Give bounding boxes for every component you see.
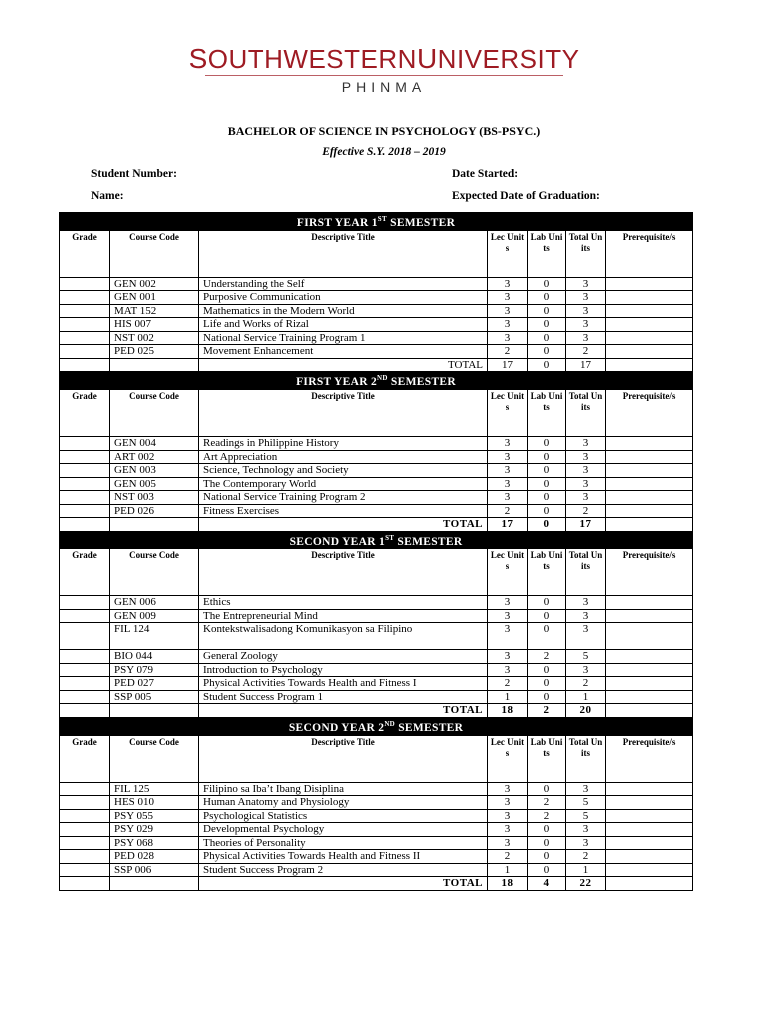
grade-cell — [60, 331, 110, 345]
course-row — [60, 650, 693, 664]
course-row — [60, 823, 693, 837]
prerequisite-cell — [606, 318, 693, 332]
course-title: The Entrepreneurial Mind — [199, 609, 488, 623]
lec-units: 3 — [488, 318, 528, 332]
header-total-units: Total Units — [566, 735, 606, 782]
program-title: BACHELOR OF SCIENCE IN PSYCHOLOGY (BS-PSYC.) — [227, 124, 541, 138]
lec-units: 3 — [488, 477, 528, 491]
total-lec-units: 17 — [488, 358, 528, 372]
lab-units: 0 — [528, 836, 566, 850]
course-row — [60, 782, 693, 796]
course-row — [60, 277, 693, 291]
total-row — [60, 518, 693, 532]
course-code: BIO 044 — [110, 650, 199, 664]
column-header-row — [60, 549, 693, 596]
total-lab-units: 0 — [528, 518, 566, 532]
grade-cell — [60, 809, 110, 823]
total-units: 3 — [566, 277, 606, 291]
grade-cell — [60, 477, 110, 491]
course-row — [60, 836, 693, 850]
header-lab-units: Lab Units — [528, 230, 566, 277]
column-header-row — [60, 390, 693, 437]
course-code: FIL 125 — [110, 782, 199, 796]
total-units: 3 — [566, 331, 606, 345]
course-title: Readings in Philippine History — [199, 437, 488, 451]
header-total-units: Total Units — [566, 230, 606, 277]
course-code: GEN 002 — [110, 277, 199, 291]
grade-cell — [60, 623, 110, 650]
lec-units: 3 — [488, 782, 528, 796]
lab-units: 0 — [528, 464, 566, 478]
total-units: 3 — [566, 318, 606, 332]
lab-units: 0 — [528, 477, 566, 491]
header-prerequisites: Prerequisite/s — [606, 735, 693, 782]
lab-units: 0 — [528, 596, 566, 610]
total-units: 3 — [566, 437, 606, 451]
lec-units: 3 — [488, 650, 528, 664]
total-units: 2 — [566, 850, 606, 864]
course-row — [60, 450, 693, 464]
grade-cell — [60, 291, 110, 305]
course-row — [60, 477, 693, 491]
header-descriptive-title: Descriptive Title — [199, 230, 488, 277]
course-title: Developmental Psychology — [199, 823, 488, 837]
total-units: 3 — [566, 836, 606, 850]
prerequisite-cell — [606, 623, 693, 650]
lec-units: 2 — [488, 850, 528, 864]
header-total-units: Total Units — [566, 549, 606, 596]
prerequisite-cell — [606, 823, 693, 837]
grade-cell — [60, 437, 110, 451]
grade-cell — [60, 836, 110, 850]
course-code: HIS 007 — [110, 318, 199, 332]
course-code: GEN 003 — [110, 464, 199, 478]
course-code: HES 010 — [110, 796, 199, 810]
semester-header — [60, 372, 693, 390]
grade-cell — [60, 464, 110, 478]
course-code: PSY 055 — [110, 809, 199, 823]
total-lec-units: 18 — [488, 704, 528, 718]
lec-units: 3 — [488, 796, 528, 810]
course-title: Purposive Communication — [199, 291, 488, 305]
prerequisite-cell — [606, 277, 693, 291]
course-code: FIL 124 — [110, 623, 199, 650]
course-title: Psychological Statistics — [199, 809, 488, 823]
header-course-code: Course Code — [110, 549, 199, 596]
logo-wordmark: SOUTHWESTERNUNIVERSITY — [188, 43, 580, 74]
course-title: National Service Training Program 1 — [199, 331, 488, 345]
semester-title: FIRST YEAR 1ST SEMESTER — [60, 213, 693, 231]
total-lec-units: 18 — [488, 877, 528, 891]
grade-cell — [60, 850, 110, 864]
lab-units: 0 — [528, 277, 566, 291]
header-total-units: Total Units — [566, 390, 606, 437]
semester-title: SECOND YEAR 1ST SEMESTER — [60, 531, 693, 549]
course-row — [60, 863, 693, 877]
grade-cell — [60, 663, 110, 677]
total-total-units: 22 — [566, 877, 606, 891]
lab-units: 2 — [528, 796, 566, 810]
lec-units: 3 — [488, 596, 528, 610]
prerequisite-cell — [606, 836, 693, 850]
course-title: Understanding the Self — [199, 277, 488, 291]
total-units: 3 — [566, 477, 606, 491]
total-row — [60, 358, 693, 372]
total-row — [60, 877, 693, 891]
course-row — [60, 677, 693, 691]
header-prerequisites: Prerequisite/s — [606, 230, 693, 277]
lec-units: 2 — [488, 677, 528, 691]
lab-units: 0 — [528, 623, 566, 650]
total-units: 2 — [566, 504, 606, 518]
lab-units: 0 — [528, 450, 566, 464]
lec-units: 3 — [488, 823, 528, 837]
lab-units: 0 — [528, 491, 566, 505]
course-title: Mathematics in the Modern World — [199, 304, 488, 318]
prerequisite-cell — [606, 850, 693, 864]
course-row — [60, 504, 693, 518]
course-title: Human Anatomy and Physiology — [199, 796, 488, 810]
prerequisite-cell — [606, 291, 693, 305]
course-code: PSY 079 — [110, 663, 199, 677]
course-code: SSP 005 — [110, 690, 199, 704]
lab-units: 0 — [528, 863, 566, 877]
semester-title: FIRST YEAR 2ND SEMESTER — [60, 372, 693, 390]
total-label: TOTAL — [199, 358, 488, 372]
lec-units: 3 — [488, 623, 528, 650]
prerequisite-cell — [606, 596, 693, 610]
course-code: GEN 006 — [110, 596, 199, 610]
lec-units: 3 — [488, 331, 528, 345]
semester-header — [60, 213, 693, 231]
header-lab-units: Lab Units — [528, 549, 566, 596]
course-code — [110, 877, 199, 891]
prerequisite-cell — [606, 504, 693, 518]
prerequisite-cell — [606, 809, 693, 823]
header-course-code: Course Code — [110, 230, 199, 277]
prerequisite-cell — [606, 304, 693, 318]
grade-cell — [60, 504, 110, 518]
lec-units: 2 — [488, 504, 528, 518]
total-units: 3 — [566, 782, 606, 796]
header-lab-units: Lab Units — [528, 390, 566, 437]
course-title: Student Success Program 2 — [199, 863, 488, 877]
lec-units: 3 — [488, 304, 528, 318]
lab-units: 0 — [528, 304, 566, 318]
total-units: 5 — [566, 809, 606, 823]
course-code: GEN 009 — [110, 609, 199, 623]
header-prerequisites: Prerequisite/s — [606, 390, 693, 437]
total-total-units: 17 — [566, 358, 606, 372]
course-code: MAT 152 — [110, 304, 199, 318]
course-row — [60, 623, 693, 650]
course-title: Kontekstwalisadong Komunikasyon sa Filipino — [199, 623, 488, 650]
total-units: 3 — [566, 596, 606, 610]
total-units: 3 — [566, 450, 606, 464]
course-title: Filipino sa Iba’t Ibang Disiplina — [199, 782, 488, 796]
course-title: Movement Enhancement — [199, 345, 488, 359]
header-descriptive-title: Descriptive Title — [199, 549, 488, 596]
course-row — [60, 331, 693, 345]
course-code: NST 003 — [110, 491, 199, 505]
prerequisite-cell — [606, 704, 693, 718]
grade-cell — [60, 782, 110, 796]
grade-cell — [60, 823, 110, 837]
column-header-row — [60, 735, 693, 782]
header-grade: Grade — [60, 735, 110, 782]
curriculum-body — [60, 213, 693, 891]
course-row — [60, 304, 693, 318]
lab-units: 2 — [528, 650, 566, 664]
lab-units: 0 — [528, 331, 566, 345]
course-title: Student Success Program 1 — [199, 690, 488, 704]
lab-units: 0 — [528, 782, 566, 796]
lec-units: 1 — [488, 690, 528, 704]
total-label: TOTAL — [199, 704, 488, 718]
course-title: Physical Activities Towards Health and Fitness II — [199, 850, 488, 864]
logo-divider — [205, 75, 563, 76]
prerequisite-cell — [606, 491, 693, 505]
lab-units: 0 — [528, 291, 566, 305]
course-title: Fitness Exercises — [199, 504, 488, 518]
course-row — [60, 437, 693, 451]
total-label: TOTAL — [199, 877, 488, 891]
semester-header — [60, 717, 693, 735]
course-code — [110, 518, 199, 532]
course-code: GEN 005 — [110, 477, 199, 491]
grade-cell — [60, 491, 110, 505]
course-title: Introduction to Psychology — [199, 663, 488, 677]
course-code: PED 026 — [110, 504, 199, 518]
lab-units: 0 — [528, 690, 566, 704]
lec-units: 3 — [488, 836, 528, 850]
course-code — [110, 704, 199, 718]
effective-year: Effective S.Y. 2018 – 2019 — [322, 146, 446, 158]
prerequisite-cell — [606, 650, 693, 664]
prerequisite-cell — [606, 518, 693, 532]
total-units: 2 — [566, 677, 606, 691]
total-units: 3 — [566, 291, 606, 305]
prerequisite-cell — [606, 464, 693, 478]
total-units: 3 — [566, 823, 606, 837]
course-title: Theories of Personality — [199, 836, 488, 850]
grade-cell — [60, 358, 110, 372]
header-lec-units: Lec Units — [488, 390, 528, 437]
header-lab-units: Lab Units — [528, 735, 566, 782]
course-row — [60, 291, 693, 305]
prerequisite-cell — [606, 863, 693, 877]
total-units: 5 — [566, 796, 606, 810]
total-units: 5 — [566, 650, 606, 664]
curriculum-table — [59, 212, 693, 891]
prerequisite-cell — [606, 690, 693, 704]
course-title: National Service Training Program 2 — [199, 491, 488, 505]
lec-units: 3 — [488, 809, 528, 823]
lec-units: 3 — [488, 437, 528, 451]
lec-units: 2 — [488, 345, 528, 359]
header-course-code: Course Code — [110, 735, 199, 782]
course-row — [60, 609, 693, 623]
course-title: Art Appreciation — [199, 450, 488, 464]
lab-units: 0 — [528, 504, 566, 518]
total-units: 3 — [566, 304, 606, 318]
date-started-label: Date Started: — [452, 168, 519, 180]
prerequisite-cell — [606, 677, 693, 691]
header-lec-units: Lec Units — [488, 230, 528, 277]
total-label: TOTAL — [199, 518, 488, 532]
grade-cell — [60, 677, 110, 691]
total-units: 3 — [566, 663, 606, 677]
prerequisite-cell — [606, 663, 693, 677]
lec-units: 3 — [488, 491, 528, 505]
grade-cell — [60, 318, 110, 332]
course-row — [60, 663, 693, 677]
lec-units: 3 — [488, 291, 528, 305]
lab-units: 0 — [528, 663, 566, 677]
prerequisite-cell — [606, 782, 693, 796]
total-total-units: 17 — [566, 518, 606, 532]
lec-units: 3 — [488, 663, 528, 677]
course-row — [60, 491, 693, 505]
course-title: Ethics — [199, 596, 488, 610]
lab-units: 0 — [528, 437, 566, 451]
prerequisite-cell — [606, 450, 693, 464]
grade-cell — [60, 863, 110, 877]
course-title: Physical Activities Towards Health and Fitness I — [199, 677, 488, 691]
course-row — [60, 690, 693, 704]
total-units: 3 — [566, 464, 606, 478]
header-course-code: Course Code — [110, 390, 199, 437]
prerequisite-cell — [606, 609, 693, 623]
total-row — [60, 704, 693, 718]
course-row — [60, 318, 693, 332]
course-row — [60, 809, 693, 823]
course-title: General Zoology — [199, 650, 488, 664]
university-logo — [0, 44, 768, 95]
course-code: GEN 001 — [110, 291, 199, 305]
total-units: 3 — [566, 491, 606, 505]
lab-units: 2 — [528, 809, 566, 823]
header-lec-units: Lec Units — [488, 735, 528, 782]
grade-cell — [60, 450, 110, 464]
header-descriptive-title: Descriptive Title — [199, 735, 488, 782]
total-lec-units: 17 — [488, 518, 528, 532]
total-units: 3 — [566, 623, 606, 650]
grade-cell — [60, 690, 110, 704]
total-units: 3 — [566, 609, 606, 623]
lab-units: 0 — [528, 345, 566, 359]
semester-title: SECOND YEAR 2ND SEMESTER — [60, 717, 693, 735]
logo-subtitle: PHINMA — [341, 79, 427, 95]
course-code: GEN 004 — [110, 437, 199, 451]
header-grade: Grade — [60, 549, 110, 596]
grade-cell — [60, 277, 110, 291]
prerequisite-cell — [606, 477, 693, 491]
course-row — [60, 345, 693, 359]
course-code: NST 002 — [110, 331, 199, 345]
lec-units: 3 — [488, 277, 528, 291]
grade-cell — [60, 704, 110, 718]
prerequisite-cell — [606, 877, 693, 891]
lec-units: 3 — [488, 464, 528, 478]
prerequisite-cell — [606, 345, 693, 359]
lec-units: 3 — [488, 450, 528, 464]
course-code: PSY 029 — [110, 823, 199, 837]
total-lab-units: 2 — [528, 704, 566, 718]
course-row — [60, 850, 693, 864]
course-row — [60, 796, 693, 810]
course-title: Life and Works of Rizal — [199, 318, 488, 332]
prerequisite-cell — [606, 331, 693, 345]
expected-graduation-label: Expected Date of Graduation: — [452, 190, 600, 202]
grade-cell — [60, 518, 110, 532]
lec-units: 1 — [488, 863, 528, 877]
header-grade: Grade — [60, 230, 110, 277]
total-units: 1 — [566, 690, 606, 704]
grade-cell — [60, 609, 110, 623]
course-title: The Contemporary World — [199, 477, 488, 491]
grade-cell — [60, 650, 110, 664]
course-code: PED 027 — [110, 677, 199, 691]
course-code: SSP 006 — [110, 863, 199, 877]
header-descriptive-title: Descriptive Title — [199, 390, 488, 437]
total-total-units: 20 — [566, 704, 606, 718]
grade-cell — [60, 304, 110, 318]
header-lec-units: Lec Units — [488, 549, 528, 596]
column-header-row — [60, 230, 693, 277]
name-label: Name: — [91, 190, 124, 202]
course-row — [60, 596, 693, 610]
prerequisite-cell — [606, 437, 693, 451]
lab-units: 0 — [528, 823, 566, 837]
lab-units: 0 — [528, 677, 566, 691]
course-code: PSY 068 — [110, 836, 199, 850]
lab-units: 0 — [528, 609, 566, 623]
lec-units: 3 — [488, 609, 528, 623]
prerequisite-cell — [606, 358, 693, 372]
lab-units: 0 — [528, 850, 566, 864]
course-code — [110, 358, 199, 372]
header-prerequisites: Prerequisite/s — [606, 549, 693, 596]
total-lab-units: 0 — [528, 358, 566, 372]
lab-units: 0 — [528, 318, 566, 332]
grade-cell — [60, 596, 110, 610]
total-units: 1 — [566, 863, 606, 877]
semester-header — [60, 531, 693, 549]
grade-cell — [60, 796, 110, 810]
course-row — [60, 464, 693, 478]
prerequisite-cell — [606, 796, 693, 810]
course-code: PED 028 — [110, 850, 199, 864]
total-lab-units: 4 — [528, 877, 566, 891]
grade-cell — [60, 345, 110, 359]
header-grade: Grade — [60, 390, 110, 437]
course-code: PED 025 — [110, 345, 199, 359]
course-code: ART 002 — [110, 450, 199, 464]
course-title: Science, Technology and Society — [199, 464, 488, 478]
grade-cell — [60, 877, 110, 891]
total-units: 2 — [566, 345, 606, 359]
student-number-label: Student Number: — [91, 168, 177, 180]
